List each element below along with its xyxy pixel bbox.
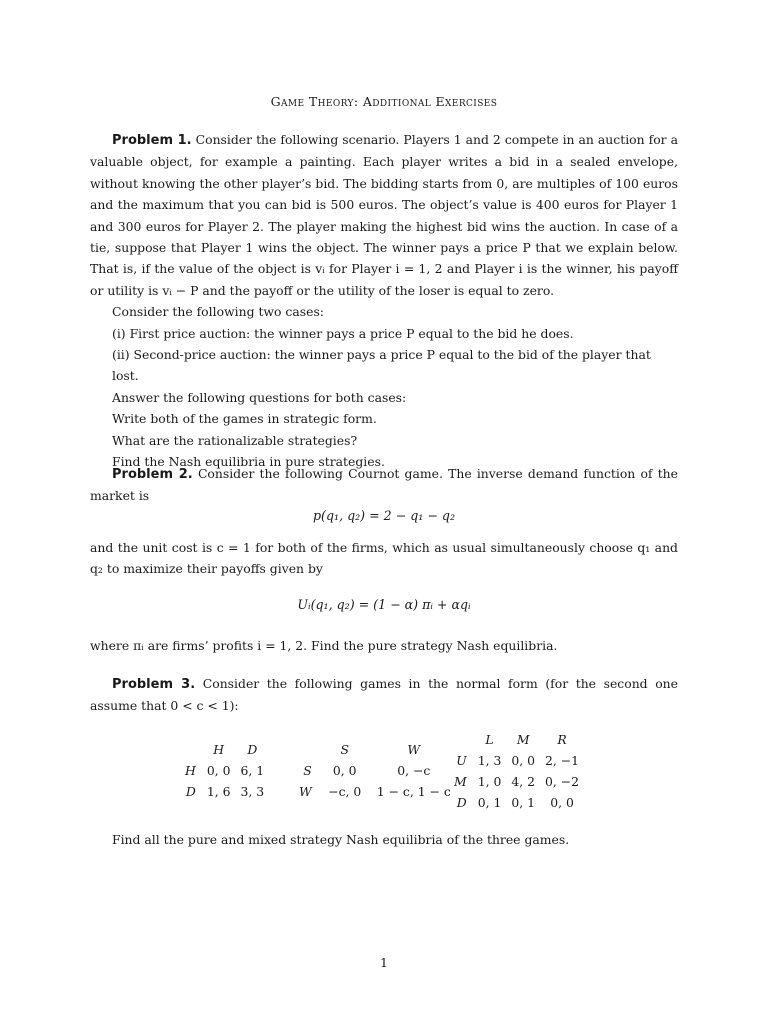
payoff-equation: Uᵢ(q₁, q₂) = (1 − α) πᵢ + αqᵢ [297, 597, 471, 612]
payoff-cell: 6, 1 [240, 763, 265, 778]
problem-3-outro-text: Find all the pure and mixed strategy Nash equilibria of the three games. [112, 832, 570, 847]
payoff-cell: 0, 0 [511, 753, 535, 768]
problem-2-intro [90, 463, 678, 507]
payoff-cell: 4, 2 [511, 774, 535, 789]
problem-2-heading: Problem 2. [112, 467, 193, 482]
page-number: 1 [380, 955, 388, 970]
payoff-cell: 2, −1 [545, 753, 580, 768]
payoff-cell: 0, 1 [511, 795, 535, 810]
problem-3-heading: Problem 3. [112, 677, 196, 692]
game-2-matrix [294, 739, 456, 802]
game-3-matrix [449, 729, 584, 813]
payoff-cell: 1, 3 [477, 753, 502, 768]
payoff-cell: 0, 0 [550, 795, 574, 810]
payoff-cell: 0, −2 [545, 774, 580, 789]
problem-2-outro [90, 635, 678, 656]
col-label: M [516, 732, 530, 747]
row-label: H [185, 763, 196, 778]
payoff-cell: −c, 0 [328, 784, 362, 799]
row-label: D [456, 795, 467, 810]
payoff-cell: 1 − c, 1 − c [376, 784, 451, 799]
problem-1-line: (i) First price auction: the winner pays a price P equal to the bid he does. [112, 325, 574, 341]
problem-3-text: Consider the following games in the normal form (for the second one assume that 0 < c < 1): [90, 676, 678, 714]
problem-3-outro [90, 829, 678, 850]
problem-2-mid [90, 537, 678, 580]
col-label: S [340, 742, 349, 757]
col-label: R [557, 732, 567, 747]
payoff-cell: 3, 3 [240, 784, 265, 799]
problem-1-line: (ii) Second-price auction: the winner pays a price P equal to the bid of the player that lost. [112, 347, 651, 384]
game-1-matrix [180, 739, 269, 802]
page-title: Game Theory: Additional Exercises [270, 94, 498, 109]
problem-2-mid-text: and the unit cost is c = 1 for both of the firms, which as usual simultaneously choose q₁ and q₂ to maximize their payoffs given by [90, 540, 678, 577]
problem-1-line: Consider the following two cases: [112, 304, 324, 320]
row-label: W [299, 784, 312, 799]
row-label: M [454, 774, 467, 789]
payoff-cell: 0, −c [397, 763, 431, 778]
col-label: H [213, 742, 225, 757]
row-label: U [456, 753, 467, 768]
payoff-cell: 0, 0 [206, 763, 231, 778]
demand-equation: p(q₁, q₂) = 2 − q₁ − q₂ [312, 508, 456, 523]
problem-2-outro-text: where πᵢ are firms’ profits i = 1, 2. Find the pure strategy Nash equilibria. [90, 638, 558, 653]
col-label: D [247, 742, 258, 757]
row-label: S [303, 763, 312, 778]
problem-1-heading: Problem 1. [112, 133, 192, 148]
problem-1 [90, 129, 678, 473]
payoff-cell: 1, 0 [477, 774, 502, 789]
col-label: W [407, 742, 421, 757]
payoff-cell: 1, 6 [206, 784, 231, 799]
problem-3-intro [90, 673, 678, 717]
payoff-cell: 0, 1 [477, 795, 502, 810]
problem-1-line: Find the Nash equilibria in pure strategies. [112, 454, 385, 470]
col-label: L [485, 732, 494, 747]
problem-1-line: Write both of the games in strategic form. [112, 411, 377, 427]
problem-1-intro [90, 129, 678, 301]
problem-1-text: Consider the following scenario. Players 1 and 2 compete in an auction for a valuable object, for example a painting. Each player writes a bid in a sealed envelope, without knowing the other player’s bid. The bidding starts from 0, are multiples of 100 euros and the maximum that you can bid is 500 euros. The object’s value is 400 euros for Player 1 and 300 euros for Player 2. The player making the highest bid wins the auction. In case of a tie, suppose that Player 1 wins the object. The winner pays a price P that we explain below. That is, if the value of the object is vᵢ for Player i = 1, 2 and Player i is the winner, his payoff or utility is vᵢ − P and the payoff or the utility of the loser is equal to zero. [90, 132, 678, 298]
problem-1-line: Answer the following questions for both cases: [112, 389, 407, 405]
problem-2-text: Consider the following Cournot game. The inverse demand function of the market is [90, 466, 678, 504]
problem-1-line: What are the rationalizable strategies? [112, 432, 358, 448]
payoff-cell: 0, 0 [332, 763, 357, 778]
row-label: D [185, 784, 196, 799]
